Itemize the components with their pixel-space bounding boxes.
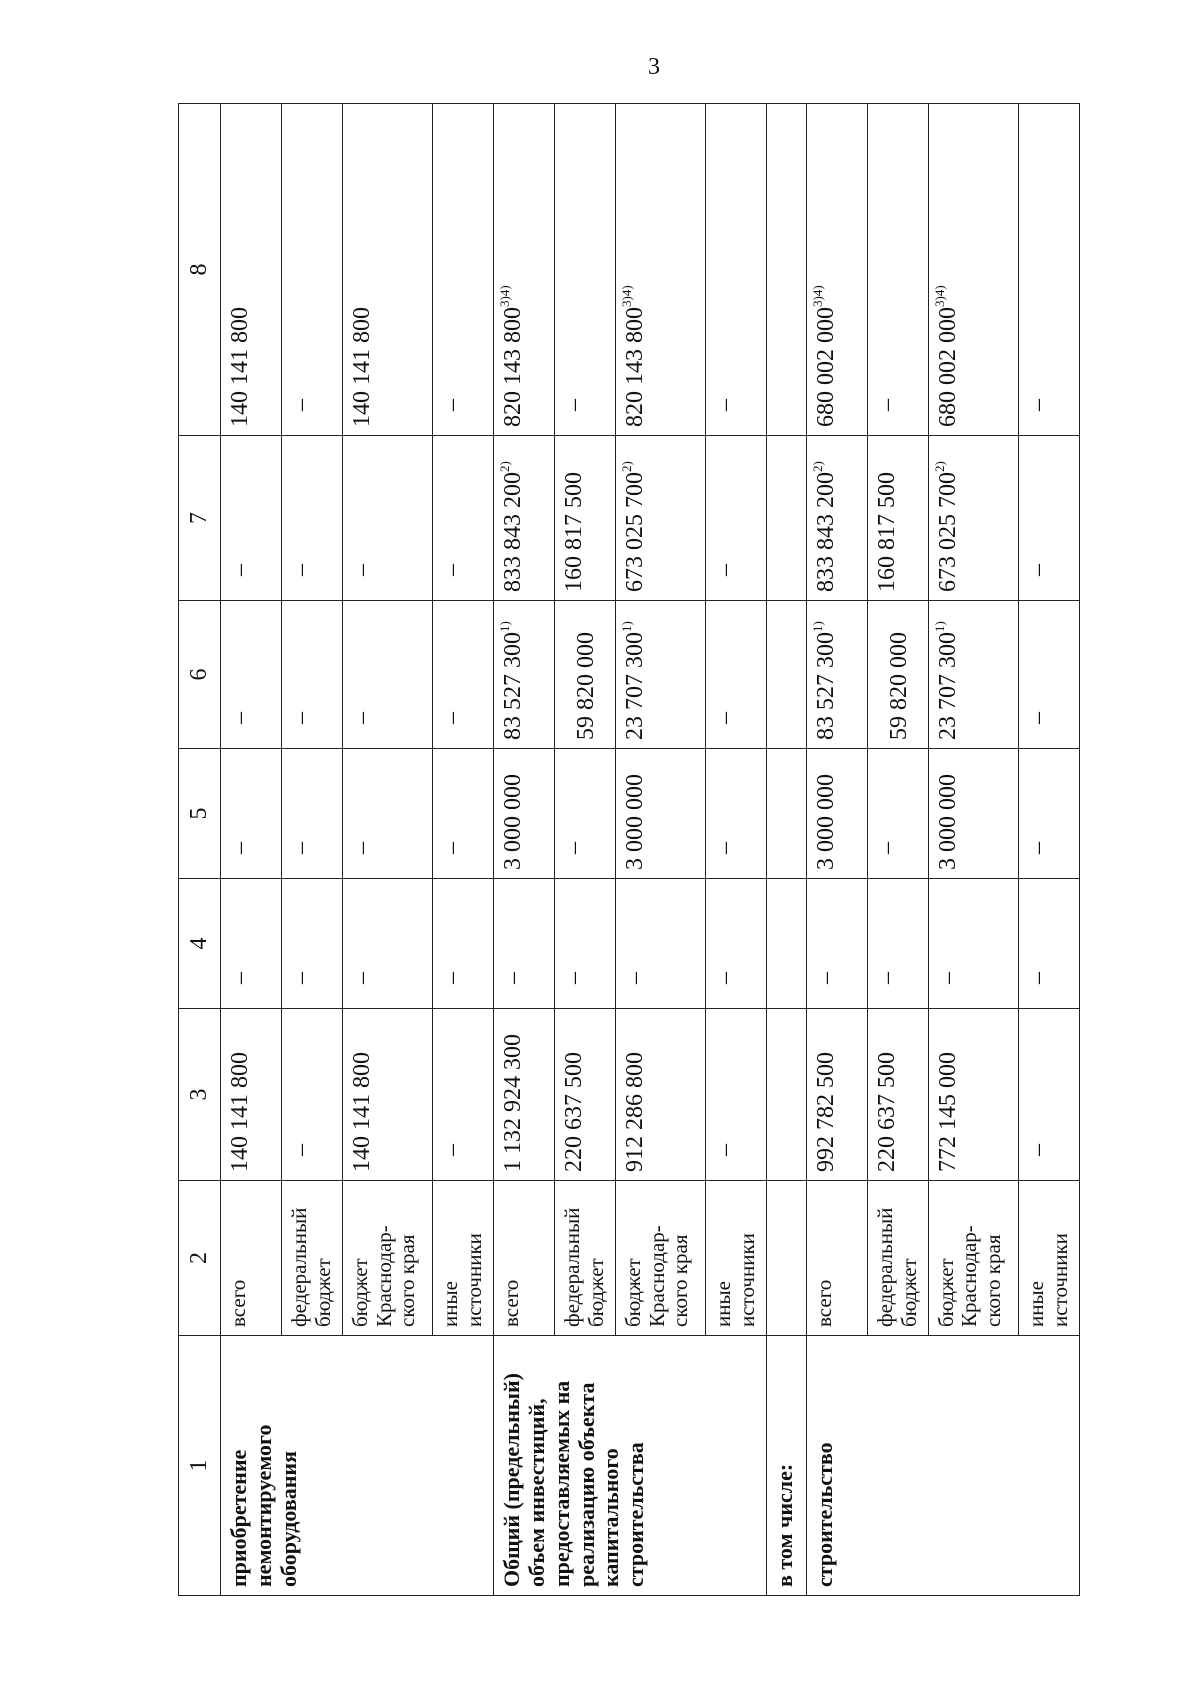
value-cell: – [342,749,432,879]
footnote-mark: 2) [809,461,825,472]
source-cell: иные источники [433,1181,494,1336]
value-cell: – [554,749,615,879]
footnote-mark: 1) [809,621,825,632]
value-cell: – [342,436,432,601]
value-cell: – [494,879,555,1009]
footnote-mark: 1) [931,621,947,632]
value-cell: – [1019,104,1080,436]
value-cell: – [433,104,494,436]
value-cell [494,436,555,601]
value-cell: 140 141 800 [221,1009,282,1181]
value-text: 833 843 200 [812,472,839,592]
value-text: 23 707 300 [621,632,648,740]
investment-table [178,103,1080,1596]
value-cell: 140 141 800 [342,104,432,436]
header-cell: 4 [179,879,221,1009]
source-cell: всего [806,1181,867,1336]
source-cell: бюджет Краснодар-ского края [615,1181,705,1336]
source-cell: бюджет Краснодар-ского края [928,1181,1018,1336]
value-cell: 140 141 800 [221,104,282,436]
value-cell: 220 637 500 [867,1009,928,1181]
source-cell: всего [221,1181,282,1336]
value-cell: – [221,879,282,1009]
header-row [179,104,221,1596]
value-cell: – [281,1009,342,1181]
empty-cell [767,749,807,879]
value-cell: – [706,879,767,1009]
empty-cell [767,601,807,749]
value-cell: 3 000 000 [928,749,1018,879]
empty-cell [767,879,807,1009]
value-cell: – [281,749,342,879]
footnote-mark: 2) [618,461,634,472]
value-text: 820 143 800 [621,307,648,427]
value-text: 83 527 300 [500,632,527,740]
rotated-table-container [178,104,1080,1596]
value-cell: 912 286 800 [615,1009,705,1181]
footnote-mark: 3)4) [931,285,947,307]
value-cell: – [433,601,494,749]
footnote-mark: 1) [618,621,634,632]
value-cell [494,601,555,749]
value-cell: 992 782 500 [806,1009,867,1181]
header-cell: 3 [179,1009,221,1181]
value-cell: – [433,749,494,879]
footnote-mark: 2) [497,461,513,472]
value-cell: – [706,436,767,601]
empty-cell [767,104,807,436]
value-cell: – [221,601,282,749]
value-cell: – [433,436,494,601]
source-cell: иные источники [1019,1181,1080,1336]
value-cell: 3 000 000 [615,749,705,879]
value-cell: – [281,601,342,749]
header-cell: 1 [179,1336,221,1596]
source-cell: федеральный бюджет [867,1181,928,1336]
value-cell: – [1019,601,1080,749]
value-text: 673 025 700 [934,472,961,592]
value-text: 83 527 300 [812,632,839,740]
footnote-mark: 3)4) [497,285,513,307]
value-text: 680 002 000 [934,307,961,427]
row-title-construction: строительство [806,1336,1079,1596]
value-text: 680 002 000 [812,307,839,427]
value-cell [928,436,1018,601]
value-cell: – [342,601,432,749]
header-cell: 2 [179,1181,221,1336]
row-title-total-investment: Общий (предельный) объем инвестиций, предоставляемых на реализацию объекта капитального строительства [494,1336,767,1596]
value-cell: 59 820 000 [554,601,615,749]
value-cell [928,601,1018,749]
footnote-mark: 3)4) [809,285,825,307]
footnote-mark: 2) [931,461,947,472]
table-row [806,104,867,1596]
value-cell: – [706,1009,767,1181]
value-cell: – [867,104,928,436]
value-cell [806,601,867,749]
source-cell: иные источники [706,1181,767,1336]
value-cell [615,601,705,749]
header-cell: 7 [179,436,221,601]
value-cell: – [867,879,928,1009]
value-cell: – [221,436,282,601]
value-cell: – [1019,879,1080,1009]
header-cell: 8 [179,104,221,436]
value-cell: – [1019,436,1080,601]
value-cell: – [1019,749,1080,879]
value-cell: – [706,749,767,879]
value-cell [615,436,705,601]
value-cell: – [706,104,767,436]
source-cell: федеральный бюджет [554,1181,615,1336]
value-cell: – [281,104,342,436]
value-cell: – [867,749,928,879]
value-text: 673 025 700 [621,472,648,592]
value-cell: 59 820 000 [867,601,928,749]
empty-cell [767,1181,807,1336]
value-cell: – [554,879,615,1009]
source-cell: всего [494,1181,555,1336]
value-cell: – [281,879,342,1009]
empty-cell [767,436,807,601]
header-cell: 5 [179,749,221,879]
source-cell: федеральный бюджет [281,1181,342,1336]
value-cell: – [281,436,342,601]
value-text: 833 843 200 [500,472,527,592]
value-cell [806,104,867,436]
value-cell: 3 000 000 [494,749,555,879]
value-cell: – [615,879,705,1009]
value-cell: – [433,1009,494,1181]
header-cell: 6 [179,601,221,749]
table-row [767,104,807,1596]
source-cell: бюджет Краснодар-ского края [342,1181,432,1336]
value-cell: 3 000 000 [806,749,867,879]
value-cell [806,436,867,601]
footnote-mark: 3)4) [618,285,634,307]
value-cell: 220 637 500 [554,1009,615,1181]
value-cell: – [433,879,494,1009]
value-text: 23 707 300 [934,632,961,740]
value-cell: 772 145 000 [928,1009,1018,1181]
footnote-mark: 1) [497,621,513,632]
value-cell: 140 141 800 [342,1009,432,1181]
value-cell: – [806,879,867,1009]
table-row [494,104,555,1596]
value-cell [615,104,705,436]
row-title-including: в том числе: [767,1336,807,1596]
table-row [221,104,282,1596]
value-cell: – [1019,1009,1080,1181]
value-cell: 160 817 500 [867,436,928,601]
value-text: 820 143 800 [500,307,527,427]
empty-cell [767,1009,807,1181]
value-cell: – [706,601,767,749]
row-title-equipment: приобретение немонтируемого оборудования [221,1336,494,1596]
value-cell: – [342,879,432,1009]
value-cell: – [221,749,282,879]
value-cell: 1 132 924 300 [494,1009,555,1181]
value-cell: – [554,104,615,436]
value-cell: 160 817 500 [554,436,615,601]
value-cell [494,104,555,436]
value-cell [928,104,1018,436]
page-number: 3 [648,54,660,80]
value-cell: – [928,879,1018,1009]
